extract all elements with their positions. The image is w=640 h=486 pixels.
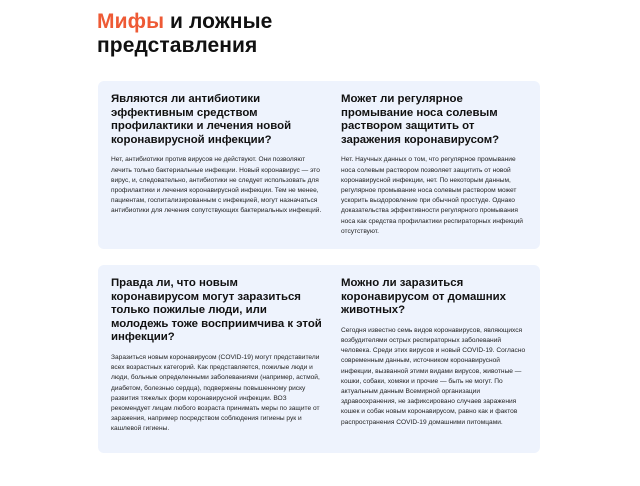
card-title: Можно ли заразиться коронавирусом от домашних животных?: [341, 277, 507, 317]
myth-card-nasal-rinse: [328, 81, 540, 249]
card-body: Заразиться новым коронавирусом (COVID-19) могут представители всех возрастных категорий. Как представляется, пожилые люди и люди, больные определенными заболеваниями (например, астмой, диабетом, болезнью сердца), подвержены повышенному риску развития тяжелых форм коронавирусной инфекции. ВОЗ рекомендует лицам любого возраста принимать меры по защите от заражения, например посредством соблюдения гигиены рук и кашлевой гигиены.: [111, 353, 320, 433]
section-heading: [97, 10, 272, 58]
card-title: Являются ли антибиотики эффективным средством профилактики и лечения новой коронавирусной инфекции?: [111, 93, 292, 146]
card-title: Правда ли, что новым коронавирусом могут заразиться только пожилые люди, или молодежь тоже восприимчива к этой инфекции?: [111, 277, 322, 344]
heading-line-1: [97, 10, 272, 34]
card-body: Нет, антибиотики против вирусов не действуют. Они позволяют лечить только бактериальные инфекции. Новый коронавирус — это вирус, и, следовательно, антибиотики не следует использовать для профилактики и лечения коронавирусной инфекции. Тем не менее, пациентам, госпитализированным с инфекцией, могут назначаться антибиотики для лечения сопутствующих бактериальных инфекций.: [111, 156, 322, 215]
card-body: Нет. Научных данных о том, что регулярное промывание носа солевым раствором позволяет защитить от новой коронавирусной инфекции, нет. По некоторым данным, регулярное промывание носа солевым раствором может ускорить выздоровление при обычной простуде. Однако доказательства эффективности регулярного промывания носа как средства профилактики респираторных инфекций отсутствуют.: [341, 156, 523, 235]
myth-card-antibiotics: [98, 81, 339, 249]
heading-line-2: представления: [97, 34, 258, 57]
card-body: Сегодня известно семь видов коронавирусов, являющихся возбудителями острых респираторных заболеваний человека. Среди этих вирусов и новый COVID-19. Согласно современным данным, источником коронавирусной инфекции, вызванной этими видами вирусов, животные — кошки, собаки, хомяки и прочие — быть не могут. По актуальным данным Всемирной организации здравоохранения, не зафиксировано случаев заражения кошек и собак новым коронавирусом, равно как и фактов распространения COVID-19 домашними питомцами.: [341, 326, 526, 426]
card-title: Может ли регулярное промывание носа солевым раствором защитить от заражения коронавирусом?: [341, 93, 500, 146]
myth-card-pets: [328, 265, 540, 453]
heading-rest: и ложные: [164, 10, 273, 33]
myth-card-age: [98, 265, 339, 453]
heading-accent: Мифы: [97, 10, 165, 33]
